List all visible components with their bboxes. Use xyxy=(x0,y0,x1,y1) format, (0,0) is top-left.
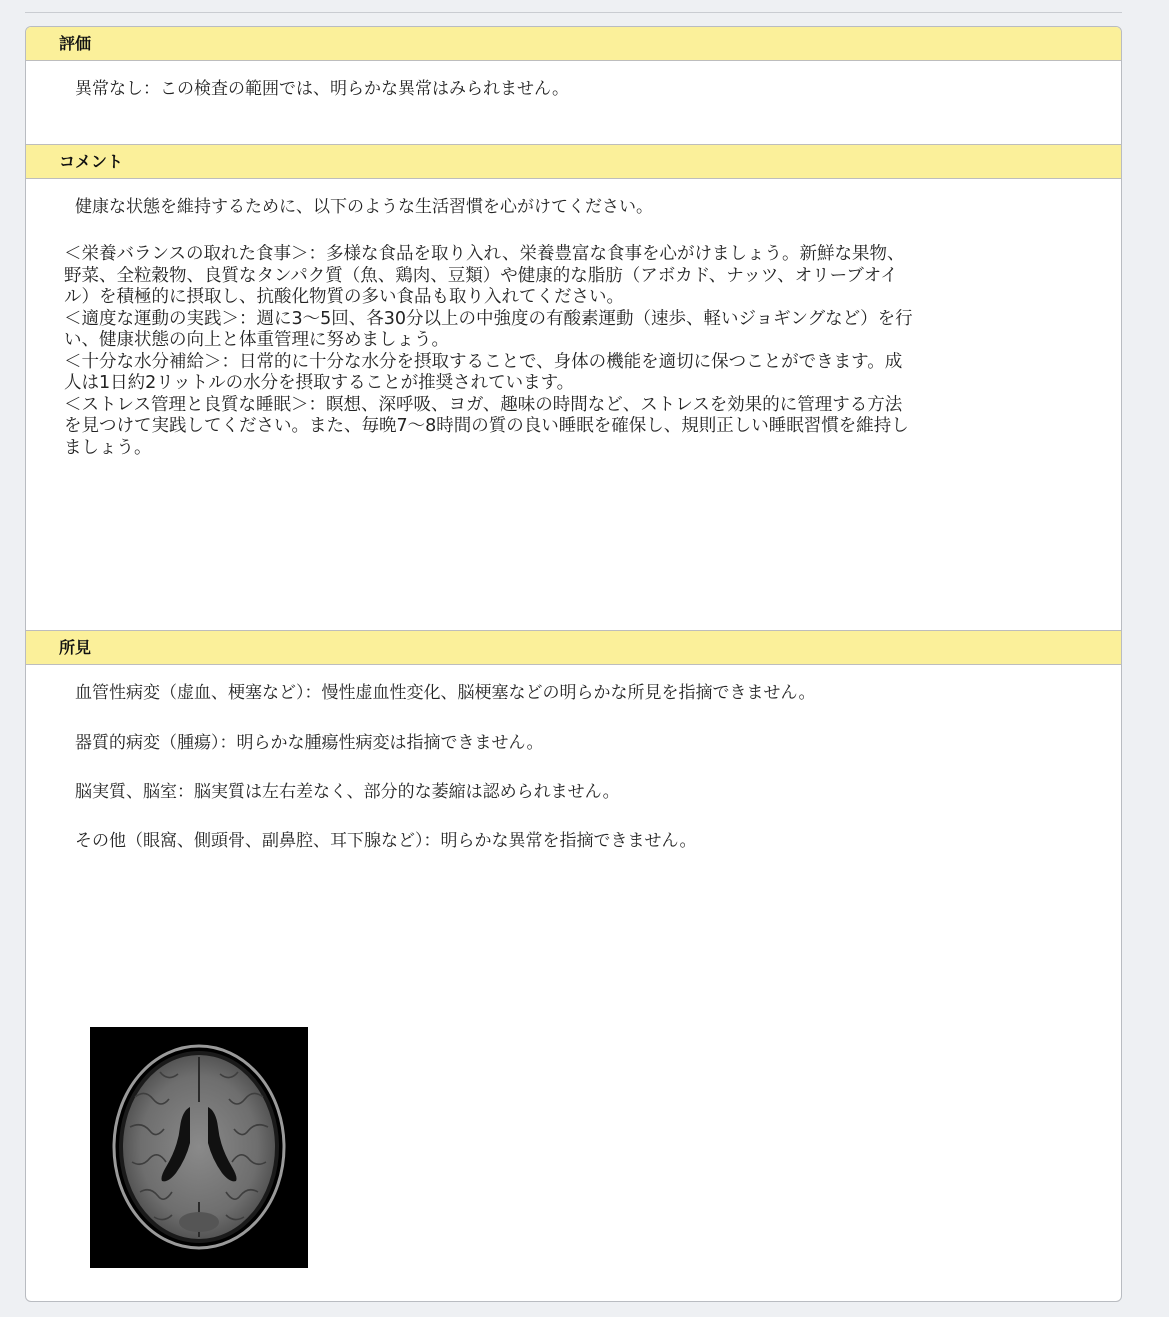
report-card xyxy=(25,26,1122,1302)
finding-vascular: 血管性病変（虚血、梗塞など）：慢性虚血性変化、脳梗塞などの明らかな所見を指摘できません。 xyxy=(75,683,816,703)
top-divider xyxy=(25,12,1122,13)
comment-items xyxy=(64,244,1074,459)
finding-tumor: 器質的病変（腫瘍）：明らかな腫瘍性病変は指摘できません。 xyxy=(75,733,544,753)
finding-other: その他（眼窩、側頭骨、副鼻腔、耳下腺など）：明らかな異常を指摘できません。 xyxy=(75,831,697,851)
comment-intro: 健康な状態を維持するために、以下のような生活習慣を心がけてください。 xyxy=(75,197,653,217)
evaluation-text: 異常なし：この検査の範囲では、明らかな異常はみられません。 xyxy=(75,79,570,99)
comment-item-nutrition: ＜栄養バランスの取れた食事＞：多様な食品を取り入れ、栄養豊富な食事を心がけましょう。新鮮な果物、 野菜、全粒穀物、良質なタンパク質（魚、鶏肉、豆類）や健康的な脂肪（アボカド、ナッツ、オリーブオイ ル）を積極的に摂取し、抗酸化物質の多い食品も取り入れてください。 xyxy=(64,244,905,307)
findings-header: 所見 xyxy=(26,630,1121,665)
comment-item-hydration: ＜十分な水分補給＞：日常的に十分な水分を摂取することで、身体の機能を適切に保つことができます。成 人は1日約2リットルの水分を摂取することが推奨されています。 xyxy=(64,351,903,393)
comment-item-sleep: ＜ストレス管理と良質な睡眠＞：瞑想、深呼吸、ヨガ、趣味の時間など、ストレスを効果的に管理する方法 を見つけて実践してください。また、毎晩7〜8時間の質の良い睡眠を確保し、規則正しい睡眠習慣を維持し ましょう。 xyxy=(64,394,909,458)
comment-header: コメント xyxy=(26,144,1121,179)
comment-item-exercise: ＜適度な運動の実践＞：週に3〜5回、各30分以上の中強度の有酸素運動（速歩、軽いジョギングなど）を行 い、健康状態の向上と体重管理に努めましょう。 xyxy=(64,308,913,350)
finding-parenchyma: 脳実質、脳室：脳実質は左右差なく、部分的な萎縮は認められません。 xyxy=(75,782,620,802)
evaluation-header: 評価 xyxy=(26,27,1121,61)
brain-mri-image xyxy=(90,1027,308,1268)
